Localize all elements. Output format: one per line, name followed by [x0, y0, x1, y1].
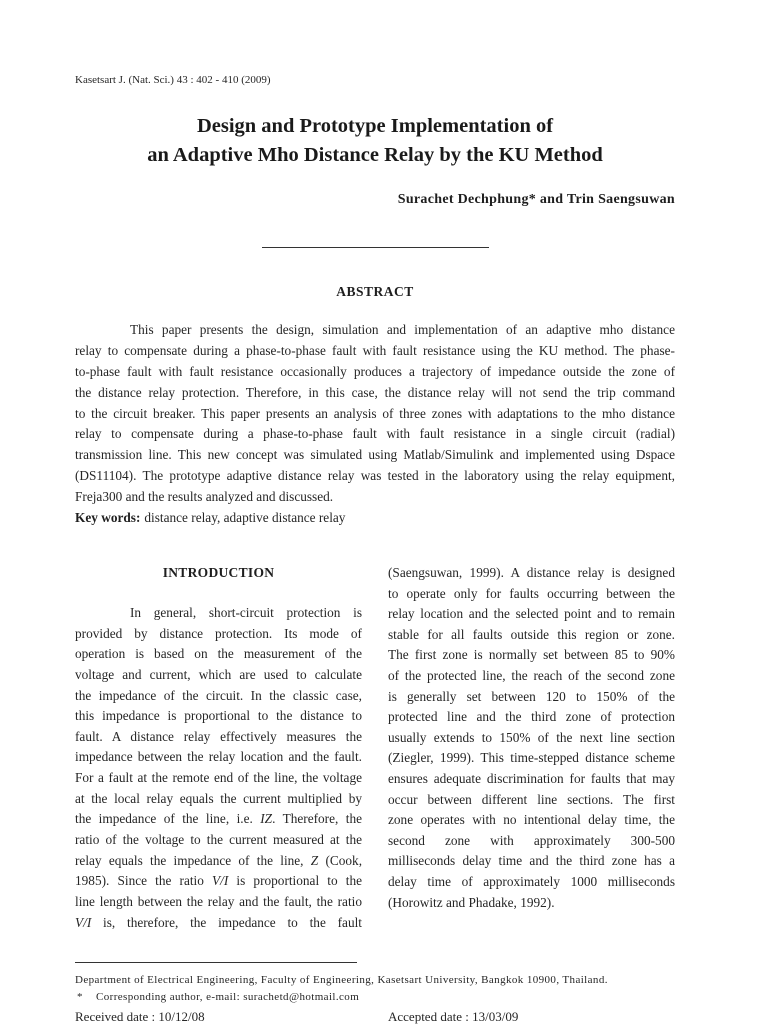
affiliation-footnote: Department of Electrical Engineering, Faculty of Engineering, Kasetsart University, Bangkok 10900, Thailand. — [75, 974, 608, 986]
text-line: Freja300 and the results analyzed and discussed. — [75, 489, 334, 505]
introduction-heading: INTRODUCTION — [162, 565, 275, 580]
keywords-text: distance relay, adaptive distance relay — [144, 510, 346, 526]
text-line: fault. A distance relay effectively measures the — [75, 728, 362, 744]
italic-symbol: V/I — [212, 873, 229, 889]
text-line: to operate only for faults occurring between the — [388, 585, 675, 601]
text-line: The first zone is normally set between 85 to 90% — [388, 647, 675, 663]
text-line: For a fault at the remote end of the line, the voltage — [75, 770, 362, 786]
text-line: (Horowitz and Phadake, 1992). — [388, 894, 555, 910]
text-line: of the protected line, the reach of the second zone — [388, 667, 675, 683]
footnote-marker: * — [77, 991, 83, 1003]
text-line: usually extends to 150% of the next line section — [388, 729, 675, 745]
received-date: Received date : 10/12/08 — [75, 1009, 205, 1024]
text-line: to-phase fault with fault resistance occasionally produces a trajectory of impedance outside the zone of — [75, 363, 675, 379]
text-line: line length between the relay and the fault, the ratio — [75, 893, 362, 909]
text-line: transmission line. This new concept was simulated using Matlab/Simulink and implemented using Dspace — [75, 447, 675, 463]
text-line: relay equals the impedance of the line, Z (Cook, — [75, 852, 362, 868]
text-line: to the circuit breaker. This paper presents an analysis of three zones with adaptations to the mho distance — [75, 405, 675, 421]
text-line: ratio of the voltage to the current measured at the — [75, 832, 362, 848]
intro-column-right — [388, 563, 675, 913]
abstract-heading: ABSTRACT — [336, 284, 414, 299]
paper-title — [75, 112, 675, 170]
text-line: This paper presents the design, simulation and implementation of an adaptive mho distance — [130, 322, 675, 337]
text-line: the distance relay protection. Therefore, in this case, the distance relay will not send the trip command — [75, 384, 675, 400]
text-line: V/I is, therefore, the impedance to the fault — [75, 914, 362, 930]
text-line: the impedance of the line, i.e. IZ. Therefore, the — [75, 811, 362, 827]
title-divider — [262, 247, 489, 248]
text-line: at the local relay equals the current multiplied by — [75, 790, 362, 806]
accepted-date: Accepted date : 13/03/09 — [388, 1009, 519, 1024]
corresponding-author-footnote: Corresponding author, e-mail: surachetd@hotmail.com — [96, 991, 360, 1003]
author-line: Surachet Dechphung* and Trin Saengsuwan — [397, 192, 675, 207]
title-line: an Adaptive Mho Distance Relay by the KU Method — [147, 144, 603, 166]
abstract-paragraph — [75, 320, 675, 508]
text-line: provided by distance protection. Its mode of — [75, 625, 362, 641]
text-line: is generally set between 120 to 150% of the — [388, 688, 675, 704]
text-line: this impedance is proportional to the distance to — [75, 708, 362, 724]
italic-symbol: V/I — [75, 914, 92, 930]
text-line: the impedance of the circuit. In the classic case, — [75, 687, 362, 703]
text-line: relay to compensate during a phase-to-phase fault with fault resistance in a single circuit (radial) — [75, 426, 675, 442]
text-line: milliseconds delay time and the third zone has a — [388, 853, 675, 869]
text-line: operation is based on the measurement of the — [75, 646, 362, 662]
journal-reference: Kasetsart J. (Nat. Sci.) 43 : 402 - 410 (2009) — [75, 74, 271, 86]
text-line: 1985). Since the ratio V/I is proportional to the — [75, 873, 362, 889]
italic-symbol: IZ — [260, 811, 273, 827]
text-line: delay time of approximately 1000 milliseconds — [388, 873, 675, 889]
text-line: relay to compensate during a phase-to-phase fault with fault resistance using the KU method. The phase- — [75, 342, 675, 358]
keywords-label: Key words: — [75, 510, 141, 526]
text-line: zone operates with no intentional delay time, the — [388, 812, 675, 828]
text-line: (Saengsuwan, 1999). A distance relay is designed — [388, 565, 675, 580]
italic-symbol: Z — [310, 852, 319, 868]
abstract-section — [75, 320, 675, 529]
text-line: In general, short-circuit protection is — [130, 605, 362, 620]
text-line: relay location and the selected point and to remain — [388, 606, 675, 622]
text-line: protected line and the third zone of protection — [388, 709, 675, 725]
text-line: stable for all faults outside this region or zone. — [388, 626, 675, 642]
text-line: voltage and current, which are used to calculate — [75, 666, 362, 682]
text-line: ensures adequate discrimination for faults that may — [388, 770, 675, 786]
keywords-line — [75, 508, 675, 529]
text-line: second zone with approximately 300-500 — [388, 832, 675, 848]
title-line: Design and Prototype Implementation of — [196, 115, 554, 137]
footnote-rule — [75, 962, 357, 963]
intro-column-left — [75, 603, 362, 933]
text-line: occur between different line sections. The first — [388, 791, 675, 807]
text-line: impedance between the relay location and the fault. — [75, 749, 362, 765]
text-line: (DS11104). The prototype adaptive distance relay was tested in the laboratory using the relay equipment, — [75, 468, 675, 484]
text-line: (Ziegler, 1999). This time-stepped distance scheme — [388, 750, 675, 766]
